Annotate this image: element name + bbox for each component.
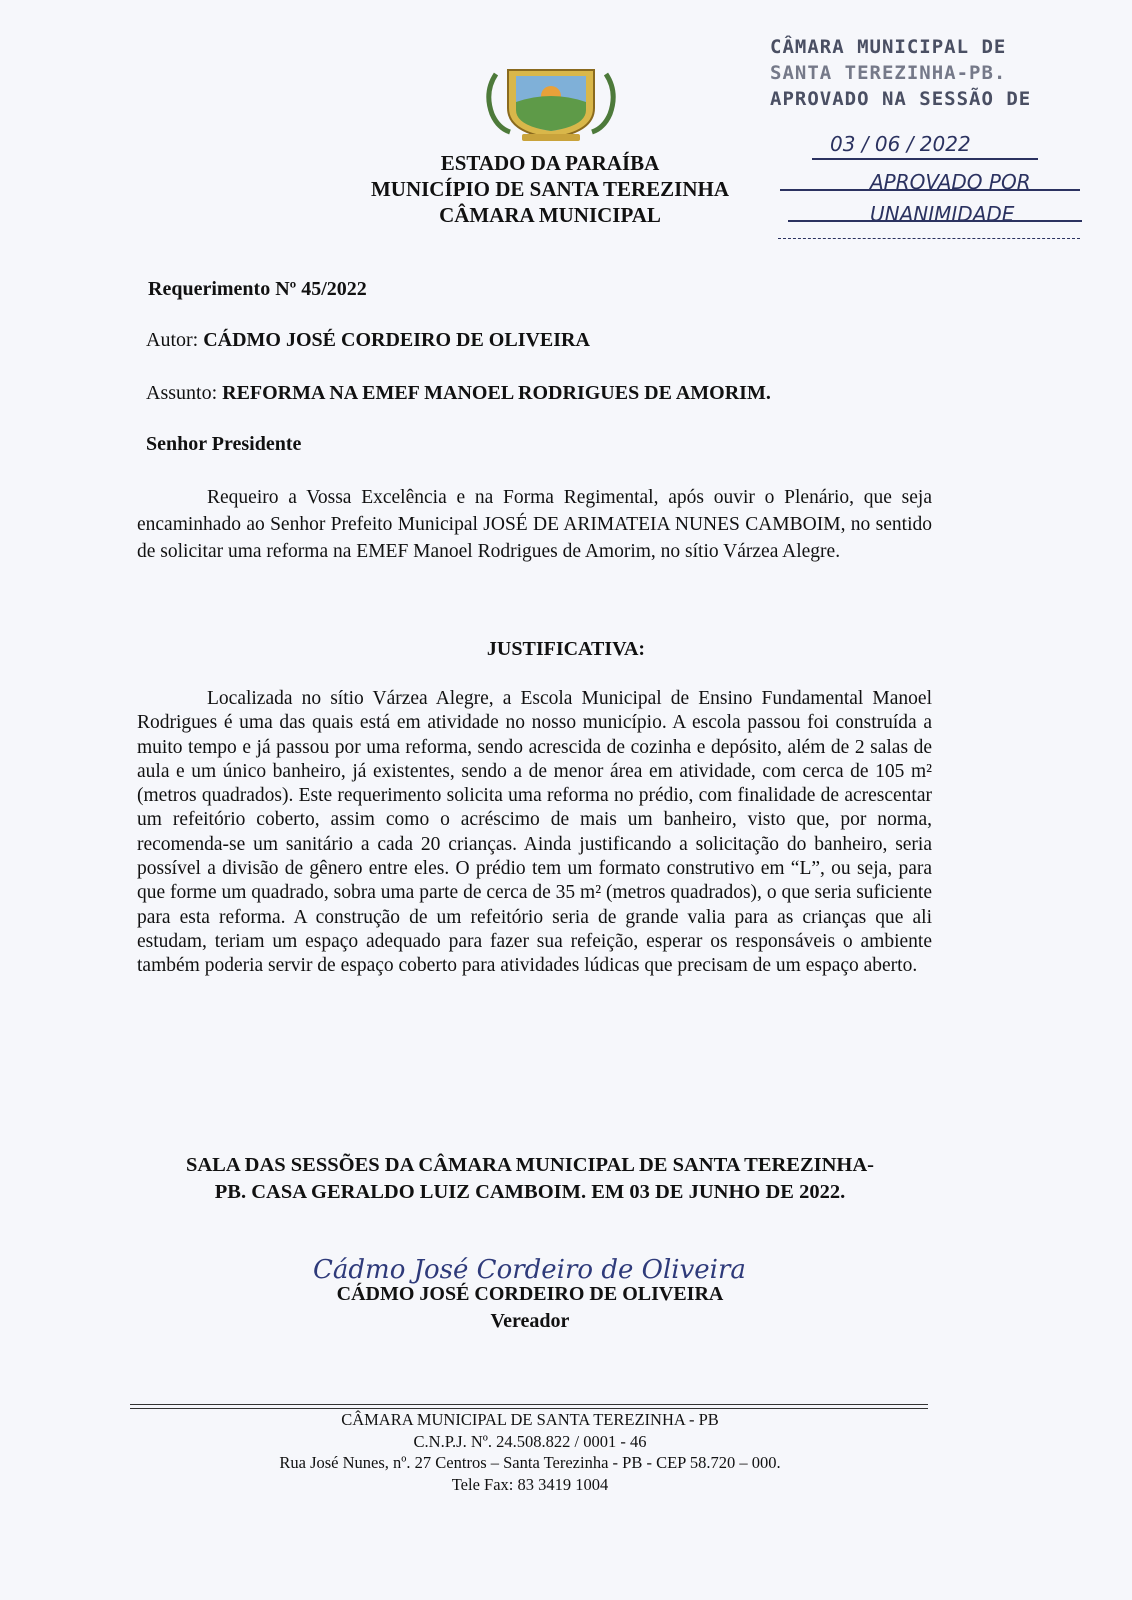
closing-line-1: SALA DAS SESSÕES DA CÂMARA MUNICIPAL DE SANTA TEREZINHA- <box>185 1154 875 1176</box>
stamp-unanimity: UNANIMIDADE <box>870 202 1015 226</box>
justification-title: JUSTIFICATIVA: <box>486 638 646 660</box>
handwritten-signature: Cádmo José Cordeiro de Oliveira <box>313 1255 746 1285</box>
document-header <box>300 150 800 228</box>
subject-text: REFORMA NA EMEF MANOEL RODRIGUES DE AMORIM. <box>222 382 771 404</box>
approval-stamp <box>770 34 1110 226</box>
author-line <box>146 329 590 352</box>
closing-line-2: PB. CASA GERALDO LUIZ CAMBOIM. EM 03 DE JUNHO DE 2022. <box>214 1181 846 1203</box>
author-name: CÁDMO JOSÉ CORDEIRO DE OLIVEIRA <box>203 329 590 351</box>
footer-cnpj: C.N.P.J. Nº. 24.508.822 / 0001 - 46 <box>413 1431 647 1451</box>
header-state: ESTADO DA PARAÍBA <box>440 151 660 175</box>
footer <box>180 1409 880 1495</box>
author-label: Autor: <box>146 329 199 351</box>
signer-name: CÁDMO JOSÉ CORDEIRO DE OLIVEIRA <box>336 1283 724 1305</box>
stamp-line-1: CÂMARA MUNICIPAL DE <box>770 36 1007 58</box>
municipal-crest <box>478 62 624 142</box>
stamp-date-line <box>812 158 1038 160</box>
stamp-line-3: APROVADO NA SESSÃO DE <box>770 88 1032 110</box>
request-paragraph: Requeiro a Vossa Excelência e na Forma Regimental, após ouvir o Plenário, que seja encaminhado ao Senhor Prefeito Municipal JOSÉ DE ARIMATEIA NUNES CAMBOIM, no sentido de solicitar uma reforma na EMEF Manoel Rodrigues de Amorim, no sítio Várzea Alegre. <box>137 487 932 562</box>
justification-paragraph: Localizada no sítio Várzea Alegre, a Escola Municipal de Ensino Fundamental Manoel Rodrigues é uma das quais está em atividade no nosso município. A escola passou foi construída a muito tempo e já passou por uma reforma, sendo acrescida de cozinha e depósito, além de 2 salas de aula e um único banheiro, já existentes, sendo a de menor área em atividade, com cerca de 105 m² (metros quadrados). Este requerimento solicita uma reforma no prédio, com finalidade de acrescentar um refeitório coberto, assim como o acréscimo de mais um banheiro, visto que, por norma, recomenda-se um sanitário a cada 20 crianças. Ainda justificando a solicitação do banheiro, seria possível a divisão de gênero entre eles. O prédio tem um formato construtivo em “L”, ou seja, para que forme um quadrado, sobra uma parte de cerca de 35 m² (metros quadrados), o que seria suficiente para esta reforma. A construção de um refeitório seria de grande valia para as crianças que ali estudam, teriam um espaço adequado para fazer sua refeição, esperar os responsáveis o ambiente também poderia servir de espaço coberto para atividades lúdicas que precisam de um espaço aberto. <box>137 688 932 977</box>
signer-role: Vereador <box>490 1310 570 1332</box>
stamp-approved-by: APROVADO POR <box>870 170 1031 194</box>
stamp-approved-line <box>780 189 1080 191</box>
footer-divider <box>130 1404 928 1405</box>
subject-label: Assunto: <box>146 382 218 404</box>
footer-address: Rua José Nunes, nº. 27 Centros – Santa Terezinha - PB - CEP 58.720 – 000. <box>279 1453 781 1472</box>
stamp-unanimity-line <box>788 220 1082 222</box>
header-chamber: CÂMARA MUNICIPAL <box>439 203 661 227</box>
stamp-bottom-line <box>778 238 1080 239</box>
closing-statement <box>140 1152 920 1206</box>
footer-chamber: CÂMARA MUNICIPAL DE SANTA TEREZINHA - PB <box>341 1410 719 1429</box>
stamp-date: 03 / 06 / 2022 <box>830 132 971 156</box>
signature-block <box>300 1281 760 1335</box>
requirement-number: Requerimento Nº 45/2022 <box>148 278 367 300</box>
salutation: Senhor Presidente <box>146 433 302 455</box>
stamp-line-2: SANTA TEREZINHA-PB. <box>770 62 1007 84</box>
header-municipality: MUNICÍPIO DE SANTA TEREZINHA <box>370 177 730 201</box>
subject-line <box>146 382 771 405</box>
footer-phone: Tele Fax: 83 3419 1004 <box>451 1474 609 1494</box>
